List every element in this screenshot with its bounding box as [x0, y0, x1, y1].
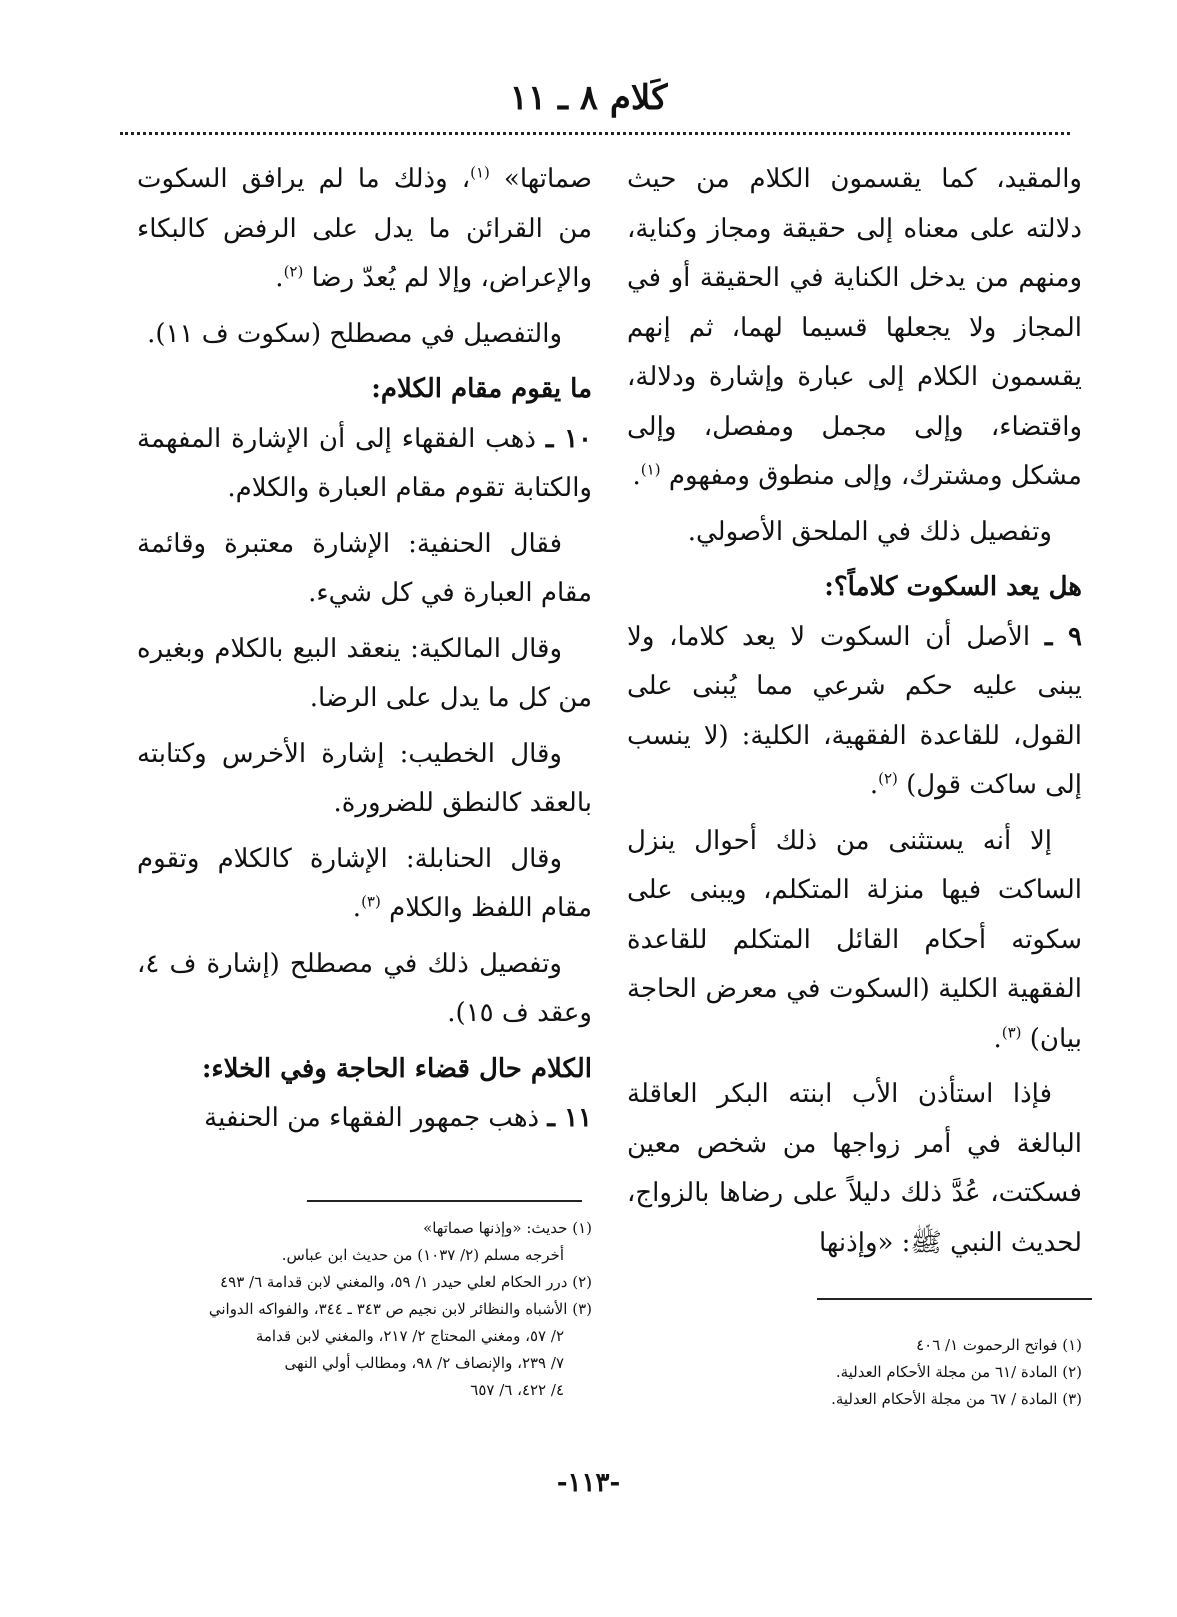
heading-silence: هل يعد السكوت كلاماً؟:	[824, 572, 1082, 602]
footnote-item-continuation: أخرجه مسلم (٢/ ١٠٣٧) من حديث ابن عباس.	[281, 1246, 564, 1264]
footnote-ref[interactable]: (١)	[470, 163, 490, 182]
header-divider	[120, 132, 1070, 135]
paragraph-detail-silence: والتفصيل في مصطلح (سكوت ف ١١).	[147, 318, 562, 349]
item-number: ٩ ـ	[1044, 621, 1082, 652]
footnote-ref[interactable]: (٣)	[1001, 1022, 1022, 1041]
page-title: كَلام ٨ ـ ١١	[509, 78, 668, 118]
heading-toilet: الكلام حال قضاء الحاجة وفي الخلاء:	[201, 1053, 592, 1084]
heading-substitute-speech: ما يقوم مقام الكلام:	[371, 374, 592, 404]
item-number: ١١ ـ	[547, 1103, 592, 1133]
footnote-divider-right	[817, 1298, 1092, 1300]
footnote-item: (١) فواتح الرحموت ١/ ٤٠٦	[916, 1336, 1082, 1354]
footnote-item: (٢) المادة /٦١ من مجلة الأحكام العدلية.	[835, 1363, 1082, 1381]
footnote-item-continuation: ٤/ ٤٢٢، ٦/ ٦٥٧	[470, 1381, 564, 1399]
paragraph-hanbali: وقال الحنابلة: الإشارة كالكلام وتقوم مقام اللفظ والكلام $^{(٣)}$.	[137, 843, 592, 923]
paragraph-exception: إلا أنه يستثنى من ذلك أحوال ينزل الساكت فيها منزلة المتكلم، ويبنى على سكوته أحكام القائل المتكلم للقاعدة الفقهية الكلية (السكوت في معرض الحاجة بيان) $^{(٣)}$.	[627, 825, 1082, 1054]
footnote-item-continuation: ٢/ ٥٧، ومغني المحتاج ٢/ ٢١٧، والمغني لابن قدامة	[255, 1327, 564, 1345]
footnote-ref[interactable]: (٣)	[361, 892, 381, 911]
paragraph-continuation: صماتها» $^{(١)}$، وذلك ما لم يرافق السكوت من القرائن ما يدل على الرفض كالبكاء والإعراض، وإلا لم يُعدّ رضا $^{(٢)}$.	[137, 163, 593, 293]
footnote-item: (٣) الأشباه والنظائر لابن نجيم ص ٣٤٣ ـ ٣٤٤، والفواكه الدواني	[208, 1300, 592, 1318]
paragraph-usuli-appendix: وتفصيل ذلك في الملحق الأصولي.	[687, 516, 1052, 547]
footnote-item: (٢) درر الحكام لعلي حيدر ١/ ٥٩، والمغني لابن قدامة ٦/ ٤٩٣	[220, 1273, 592, 1291]
left-column	[137, 155, 592, 1150]
footnote-item: (٣) المادة / ٦٧ من مجلة الأحكام العدلية.	[831, 1390, 1082, 1408]
paragraph-item-11: ١١ ـ ذهب جمهور الفقهاء من الحنفية	[204, 1103, 592, 1133]
item-number: ١٠ ـ	[545, 423, 592, 454]
paragraph-classification: والمقيد، كما يقسمون الكلام من حيث دلالته على معناه إلى حقيقة ومجاز وكناية، ومنهم من يدخل الكناية في الحقيقة أو في المجاز ولا يجعلها قسيما لهما، ثم إنهم يقسمون الكلام إلى عبارة وإشارة ودلالة، واقتضاء، وإلى مجمل ومفصل، وإلى مشكل ومشترك، وإلى منطوق ومفهوم $^{(١)}$.	[627, 164, 1082, 491]
footnotes-right	[617, 1332, 1082, 1413]
footnotes-left	[137, 1215, 592, 1404]
right-column	[627, 155, 1082, 1274]
paragraph-item-9: ٩ ـ الأصل أن السكوت لا يعد كلاما، ولا يبنى عليه حكم شرعي مما يُبنى على القول، للقاعدة الفقهية، الكلية: (لا ينسب إلى ساكت قول) $^{(٢)}$.	[627, 621, 1082, 800]
footnote-divider-left	[307, 1200, 582, 1202]
footnote-item-continuation: ٧/ ٢٣٩، والإنصاف ٢/ ٩٨، ومطالب أولي النهى	[284, 1354, 564, 1372]
page-number: -١١٣-	[556, 1468, 621, 1498]
paragraph-father: فإذا استأذن الأب ابنته البكر العاقلة البالغة في أمر زواجها من شخص معين فسكتت، عُدَّ ذلك دليلاً على رضاها بالزواج، لحديث النبي ﷺ: «وإذنها	[627, 1079, 1082, 1258]
paragraph-detail-ishara: وتفصيل ذلك في مصطلح (إشارة ف ٤، وعقد ف ١٥).	[137, 948, 592, 1028]
paragraph-item-10: ١٠ ـ ذهب الفقهاء إلى أن الإشارة المفهمة والكتابة تقوم مقام العبارة والكلام.	[137, 423, 592, 503]
paragraph-hanafi: فقال الحنفية: الإشارة معتبرة وقائمة مقام العبارة في كل شيء.	[137, 528, 592, 608]
footnote-ref[interactable]: (٢)	[283, 262, 304, 281]
footnote-ref[interactable]: (١)	[640, 460, 661, 479]
paragraph-maliki: وقال المالكية: ينعقد البيع بالكلام وبغيره من كل ما يدل على الرضا.	[137, 633, 592, 713]
footnote-ref[interactable]: (٢)	[878, 769, 898, 788]
paragraph-khatib: وقال الخطيب: إشارة الأخرس وكتابته بالعقد كالنطق للضرورة.	[137, 738, 592, 818]
footnote-item: (١) حديث: «وإذنها صماتها»	[423, 1219, 592, 1237]
